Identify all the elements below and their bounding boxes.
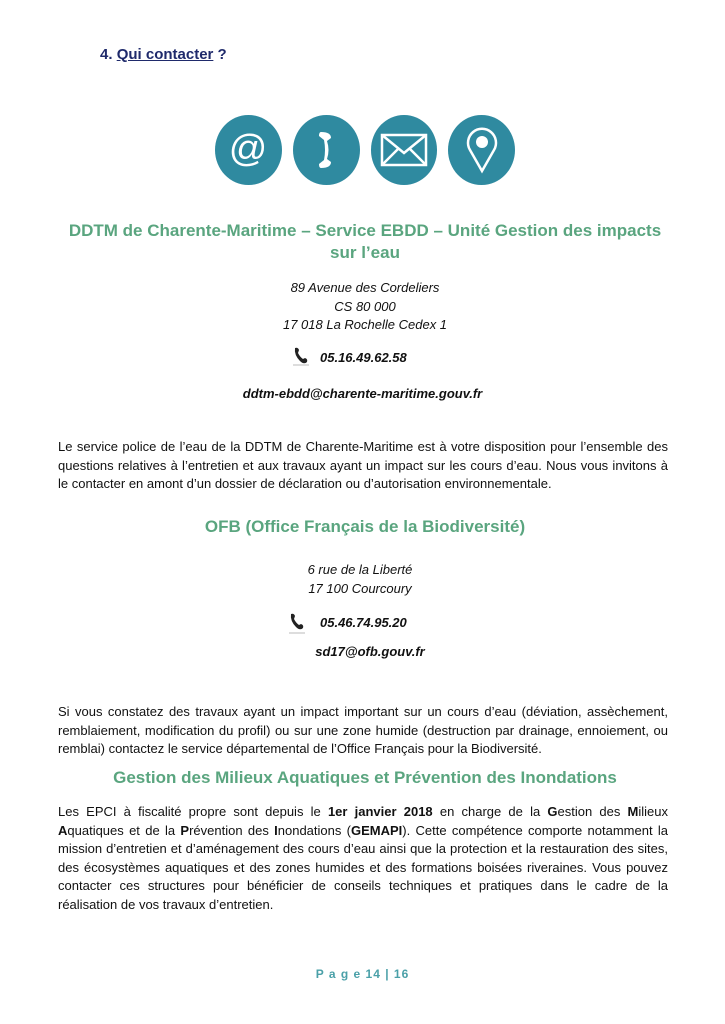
page-number: 14	[365, 967, 381, 981]
address-line: 17 100 Courcoury	[308, 580, 412, 596]
gemapi-description: Les EPCI à fiscalité propre sont depuis le 1er janvier 2018 en charge de la Gestion des Milieux Aquatiques et de la Prévention des Inondations (GEMAPI). Cette compétence comporte notamment la mission d’entretien et d’aménagement des cours d’eau ainsi que la protection et la restauration des sites, des écosystèmes aquatiques et des zones humides et des formations boisées riveraines. Vous pouvez contacter ces structures pour bénéficier de conseils techniques et pratiques dans le cadre de la réalisation de vos travaux d’entretien.	[58, 804, 669, 912]
ofb-title: OFB (Office Français de la Biodiversité)	[204, 517, 526, 536]
address-line: 6 rue de la Liberté	[307, 562, 413, 577]
at-icon	[215, 115, 282, 185]
page-total: 16	[393, 967, 410, 981]
address-line: CS 80 000	[334, 298, 396, 314]
ddtm-email[interactable]: ddtm-ebdd@charente-maritime.gouv.fr	[242, 386, 483, 401]
heading-suffix: ?	[217, 46, 227, 63]
phone-icon	[292, 346, 310, 371]
address-line: 17 018 La Rochelle Cedex 1	[282, 317, 448, 332]
phone-icon	[293, 115, 360, 185]
heading-number: 4.	[100, 46, 113, 63]
envelope-icon	[371, 115, 438, 185]
ofb-email[interactable]: sd17@ofb.gouv.fr	[315, 644, 425, 659]
heading-title-link[interactable]: Qui contacter	[116, 46, 214, 63]
ofb-phone: 05.46.74.95.20	[320, 615, 407, 630]
gemapi-title: Gestion des Milieux Aquatiques et Prévention des Inondations	[113, 768, 617, 787]
ddtm-phone: 05.16.49.62.58	[320, 350, 407, 365]
ofb-description: Si vous constatez des travaux ayant un impact important sur un cours d’eau (déviation, assèchement, remblaiement, modification du profil) ou sur une zone humide (destruction par drainage, ennoiement, ou remblai) contactez le service départemental de l’Office Français pour la Biodiversité.	[58, 704, 668, 756]
svg-text:@: @	[229, 128, 268, 170]
contact-icons	[215, 115, 515, 185]
address-line: 89 Avenue des Cordeliers	[290, 280, 440, 295]
ddtm-title: DDTM de Charente-Maritime – Service EBDD – Unité Gestion des impacts sur l’eau	[68, 221, 662, 262]
page-label: P a g e	[315, 967, 362, 981]
map-pin-icon	[448, 115, 515, 185]
phone-icon	[288, 612, 306, 639]
ofb-address	[260, 561, 460, 598]
ddtm-description: Le service police de l’eau de la DDTM de Charente-Maritime est à votre disposition pour l’ensemble des questions relatives à l’entretien et aux travaux ayant un impact sur les cours d’eau. Nous vous invitons à le contacter en amont d’un dossier de déclaration ou d’autorisation environnementale.	[58, 439, 668, 491]
section-heading	[100, 46, 227, 63]
page-separator: |	[385, 967, 390, 981]
page-footer	[0, 967, 725, 981]
ddtm-address	[230, 279, 500, 335]
